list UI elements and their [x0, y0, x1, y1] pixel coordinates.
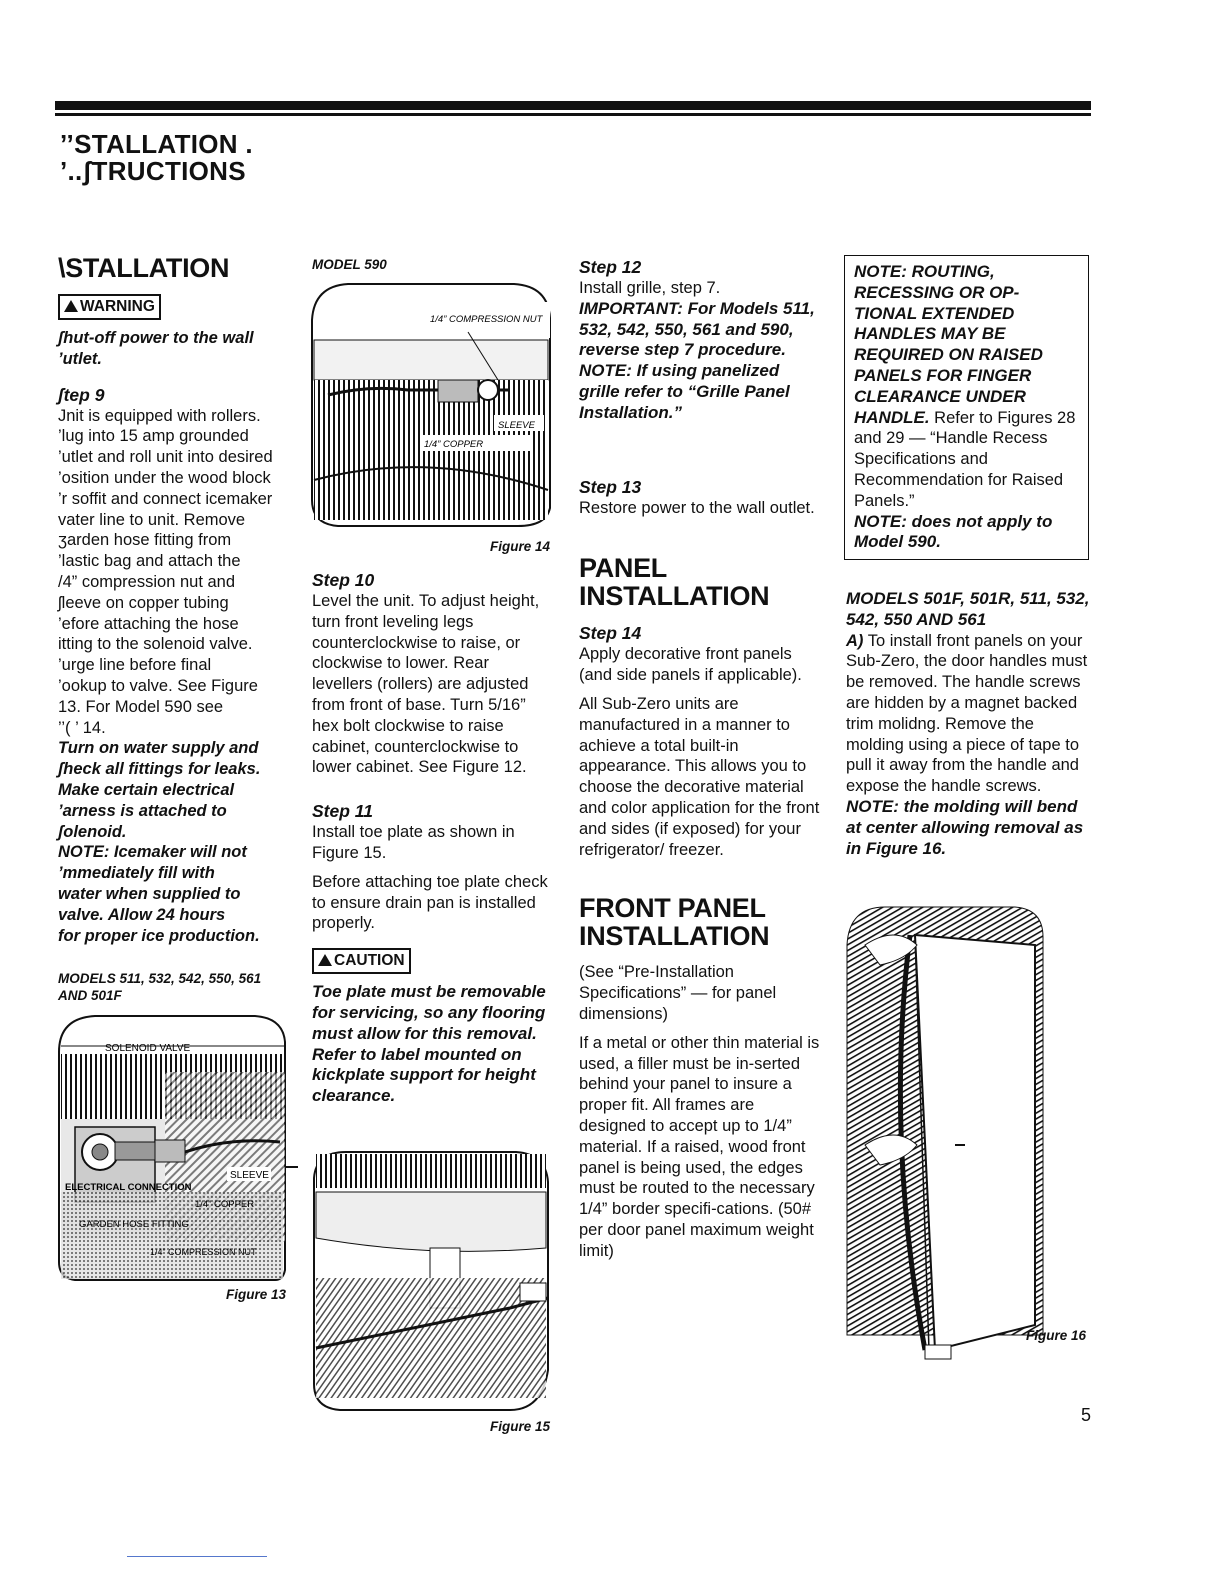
- label-14-sleeve: SLEEVE: [498, 420, 535, 431]
- step-9-line: ’lastic bag and attach the: [58, 552, 241, 571]
- step-9-line: ʃleeve on copper tubing: [58, 593, 229, 612]
- step-11-text-2: Before attaching toe plate check to ensure drain pan is installed properly.: [312, 872, 548, 933]
- model-590-caption: MODEL 590: [312, 257, 387, 272]
- figure-15-caption: Figure 15: [489, 1419, 550, 1434]
- step-9-bold-line: ʃolenoid.: [58, 822, 127, 841]
- step-9-heading: ʃtep 9: [58, 384, 105, 405]
- note-box: [844, 255, 1089, 560]
- label-sleeve: SLEEVE: [230, 1170, 269, 1181]
- label-electrical-connection: ELECTRICAL CONNECTION: [65, 1182, 192, 1193]
- label-copper: 1/4” COPPER: [195, 1199, 255, 1210]
- bottom-line: [127, 1556, 267, 1557]
- step-a-body: To install front panels on your Sub-Zero, the door handles must be removed. The handle screws are hidden by a magnet backed trim molidng. Remove the molding using a piece of tape to pull it away from the handle and expose the handle screws.: [846, 631, 1088, 796]
- step-13-text: Restore power to the wall outlet.: [579, 498, 815, 517]
- warning-text: ʃhut-off power to the wall ’utlet.: [58, 329, 254, 368]
- step-9-body: [58, 406, 290, 739]
- caution-text: Toe plate must be removable for servicing, so any flooring must allow for this removal. Refer to label mounted on kickplate support for height clearance.: [312, 982, 546, 1106]
- step-a-label: A): [846, 631, 864, 650]
- page-number: 5: [1081, 1405, 1092, 1425]
- header-rule-thick: [55, 101, 1091, 110]
- step-14-heading: Step 14: [579, 623, 642, 644]
- column-steps-10-11: [312, 569, 552, 1107]
- step-9-line: ʒarden hose fitting from: [58, 531, 232, 550]
- step-10-text: Level the unit. To adjust height, turn front leveling legs counterclockwise to raise, or clockwise to lower. Rear levellers (rollers) are adjusted from front of base. Turn 5/16” hex bolt clockwise to raise cabinet, counterclockwise to lower cabinet. See Figure 12.: [312, 592, 540, 777]
- figure-13-illustration: [55, 1012, 300, 1282]
- step-9-line: Jnit is equipped with rollers.: [58, 406, 261, 425]
- step-9-bold-line: water when supplied to: [58, 884, 241, 903]
- figure-16-illustration: [845, 905, 1050, 1365]
- step-9-line: /4” compression nut and: [58, 572, 236, 591]
- front-panel-installation-title: FRONT PANEL INSTALLATION: [579, 893, 770, 952]
- step-9-line: ’efore attaching the hose: [58, 614, 239, 633]
- step-9-line: ’osition under the wood block: [58, 468, 271, 487]
- caution-triangle-icon: [318, 954, 332, 966]
- warning-badge: [58, 294, 161, 320]
- step-9-bold-line: Make certain electrical: [58, 780, 235, 799]
- step-9-line: ’’( ’ 14.: [58, 718, 106, 737]
- column-panel-installation: [579, 256, 824, 1262]
- front-panel-text-2: If a metal or other thin material is used, a filler must be in-serted behind your panel to insure a proper fit. All frames are designed to accept up to 1/4” material. If a raised, wood front panel is being used, the edges must be routed to the necessary 1/4” border specifi-cations. (50# per door panel maximum weight limit): [579, 1033, 820, 1260]
- step-12-heading: Step 12: [579, 257, 642, 277]
- step-12-text: Install grille, step 7.: [579, 279, 721, 297]
- step-9-bold-line: NOTE: Icemaker will not: [58, 843, 247, 862]
- warning-label: WARNING: [80, 298, 155, 315]
- step-9-bold-line: valve. Allow 24 hours: [58, 905, 226, 924]
- step-12-important: IMPORTANT: For Models 511, 532, 542, 550, 561 and 590, reverse step 7 procedure. NOTE: If using panelized grille refer to “Grille Panel Installation.”: [579, 298, 815, 422]
- label-14-copper: 1/4” COPPER: [424, 439, 484, 450]
- step-a-note: NOTE: the molding will bend at center allowing removal as in Figure 16.: [846, 796, 1084, 858]
- column-installation: [58, 254, 290, 946]
- header-rule-thin: [55, 113, 1091, 116]
- label-14-compression-nut: 1/4” COMPRESSION NUT: [430, 314, 543, 325]
- step-9-line: ’ookup to valve. See Figure: [58, 676, 258, 695]
- models-heading: MODELS 501F, 501R, 511, 532, 542, 550 AND 561: [846, 589, 1090, 629]
- figure-14-caption: Figure 14: [489, 539, 550, 554]
- caution-label: CAUTION: [334, 952, 405, 970]
- step-9-bold-line: for proper ice production.: [58, 926, 260, 945]
- note-bold: NOTE: ROUTING, RECESSING OR OP-TIONAL EXTENDED HANDLES MAY BE REQUIRED ON RAISED PANELS FOR FINGER CLEARANCE UNDER HANDLE.: [854, 262, 1043, 427]
- note-bold-2: NOTE: does not apply to Model 590.: [854, 511, 1053, 552]
- step-9-line: ’utlet and roll unit into desired: [58, 448, 273, 467]
- step-9-bold-line: ʃheck all fittings for leaks.: [58, 760, 261, 779]
- step-9-line: ’r soffit and connect icemaker: [58, 489, 273, 508]
- models-caption-fig13: MODELS 511, 532, 542, 550, 561 AND 501F: [58, 971, 262, 1003]
- step-9-line: 13. For Model 590 see: [58, 697, 224, 716]
- step-a-text: [846, 631, 1091, 797]
- column-models: [846, 589, 1091, 859]
- step-9-bold-line: ’mmediately fill with: [58, 864, 215, 883]
- step-14-text: Apply decorative front panels (and side panels if applicable).: [579, 645, 802, 685]
- caution-badge: [312, 948, 411, 974]
- figure-15-illustration: [310, 1148, 556, 1413]
- step-11-heading: Step 11: [312, 801, 373, 822]
- figure-14-illustration: [308, 280, 554, 530]
- step-14-text-2: All Sub-Zero units are manufactured in a manner to achieve a total built-in appearance. This allows you to choose the decorative material and color application for the front and sides (if exposed) for your refrigerator/ freezer.: [579, 694, 820, 859]
- section-title-installation: \STALLATION: [58, 253, 230, 283]
- step-9-bold-line: Turn on water supply and: [58, 739, 259, 758]
- figure-16-caption: Figure 16: [1025, 1328, 1086, 1343]
- label-solenoid-valve: SOLENOID VALVE: [105, 1043, 191, 1054]
- header-line-1: ’’STALLATION .: [60, 129, 253, 159]
- header-line-2: ’..ʃTRUCTIONS: [60, 156, 246, 186]
- step-9-bold-line: ’arness is attached to: [58, 801, 227, 820]
- step-9-line: ’urge line before final: [58, 656, 212, 675]
- step-13-heading: Step 13: [579, 476, 642, 497]
- warning-triangle-icon: [64, 300, 78, 312]
- step-9-line: ’lug into 15 amp grounded: [58, 427, 249, 446]
- figure-13-caption: Figure 13: [225, 1287, 286, 1302]
- note-text: Refer to Figures 28 and 29 — “Handle Recess Specifications and Recommendation for Raised Panels.”: [854, 408, 1076, 510]
- step-9-line: vater line to unit. Remove: [58, 510, 246, 529]
- step-11-text: Install toe plate as shown in Figure 15.: [312, 823, 515, 862]
- front-panel-text-1: (See “Pre-Installation Specifications” — for panel dimensions): [579, 963, 777, 1023]
- step-9-bold: [58, 738, 290, 946]
- label-compression-nut: 1/4” COMPRESSION NUT: [150, 1247, 257, 1257]
- label-garden-hose: GARDEN HOSE FITTING: [79, 1219, 189, 1230]
- step-9-line: itting to the solenoid valve.: [58, 635, 253, 654]
- step-10-heading: Step 10: [312, 570, 375, 590]
- panel-installation-title: PANEL INSTALLATION: [579, 553, 770, 612]
